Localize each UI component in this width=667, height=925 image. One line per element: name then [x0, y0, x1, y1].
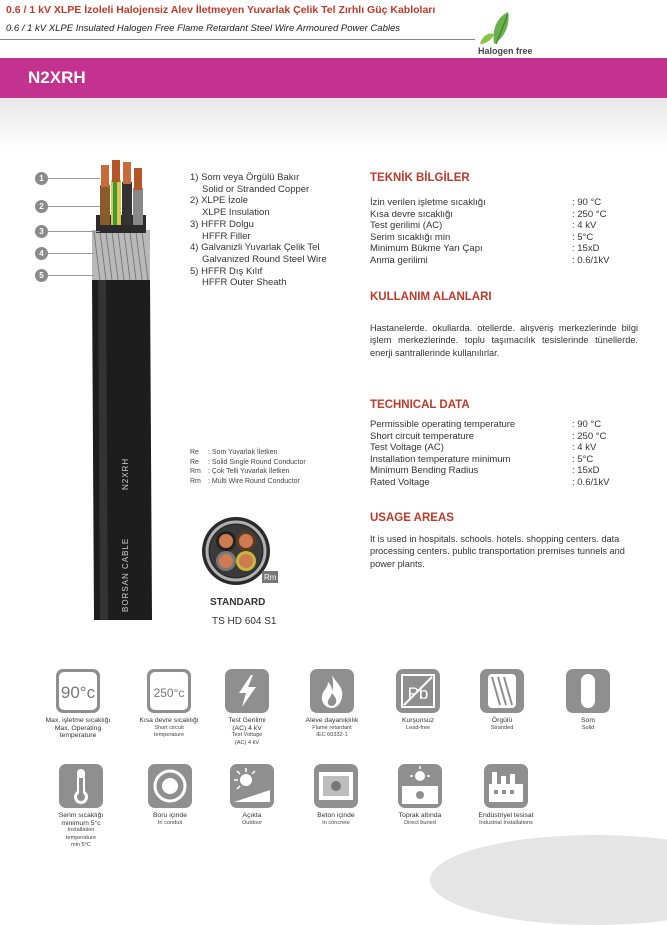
caption-line: min 5°C	[71, 842, 91, 849]
caption-line: Lead-free	[406, 724, 430, 731]
cable-print-code: N2XRH	[121, 457, 130, 490]
teknik-label: Minimum Bükme Yarı Çapı	[370, 243, 483, 254]
marker-1-line	[48, 178, 100, 179]
technical-row	[370, 442, 610, 454]
teknik-row	[370, 243, 610, 255]
part-2-tr: 2) XLPE İzole	[190, 195, 249, 207]
technical-heading: TECHNICAL DATA	[370, 399, 470, 411]
part-4-en: Galvanized Round Steel Wire	[202, 253, 327, 265]
marker-3: 3	[35, 225, 48, 238]
parts-list	[190, 172, 327, 289]
teknik-value: : 5°C	[572, 231, 594, 243]
caption-line: Beton içinde	[317, 812, 355, 819]
teknik-row	[370, 232, 610, 244]
caption-line: Kurşunsuz	[401, 717, 435, 724]
caption-outdoor	[211, 812, 293, 827]
caption-line: Toprak altında	[398, 812, 442, 819]
teknik-label: Serim sıcaklığı min	[370, 231, 451, 243]
technical-label: Permissible operating temperature	[370, 419, 516, 430]
technical-label: Rated Voltage	[370, 476, 430, 488]
technical-value: : 250 °C	[572, 430, 607, 442]
product-code: N2XRH	[28, 68, 86, 87]
banner-shadow	[0, 98, 667, 148]
standard-value: TS HD 604 S1	[212, 616, 277, 627]
temperature-90-icon	[56, 669, 100, 713]
technical-value: : 15xD	[572, 465, 600, 476]
lead-free-icon	[396, 669, 440, 713]
caption-line: Industrial Installations	[479, 819, 533, 826]
icon-glyph: 90°c	[60, 683, 96, 702]
icon-glyph: 250°c	[153, 686, 185, 700]
teknik-label: Test gerilimi (AC)	[370, 220, 443, 231]
caption-line: Serim sıcaklığı	[58, 812, 104, 819]
caption-lead-free	[377, 717, 459, 732]
caption-concrete	[295, 812, 377, 827]
caption-line: temperature	[153, 732, 185, 739]
caption-line: IEC 60332-1	[316, 732, 348, 739]
part-4-tr: 4) Galvanizli Yuvarlak Çelik Tel	[190, 242, 320, 254]
part-2-en: XLPE Insulation	[202, 207, 270, 219]
technical-value: : 0.6/1kV	[572, 476, 610, 488]
marker-4: 4	[35, 247, 48, 260]
technical-label: Test Voltage (AC)	[370, 442, 444, 453]
legend-code: Rm	[190, 468, 201, 476]
part-5-tr: 5) HFFR Dış Kılıf	[190, 265, 263, 277]
decorative-swoosh	[430, 835, 667, 925]
teknik-row	[370, 209, 610, 221]
caption-line: minimum 5°c	[61, 819, 101, 827]
logo-text: Halogen free	[478, 46, 533, 56]
caption-line: Installation	[67, 827, 95, 834]
caption-line: Solid	[581, 724, 595, 731]
technical-row	[370, 477, 610, 489]
header-title-en: 0.6 / 1 kV XLPE Insulated Halogen Free Flame Retardant Steel Wire Armoured Power Cables	[6, 23, 401, 34]
halogen-free-logo	[472, 8, 558, 64]
buried-icon	[398, 764, 442, 808]
caption-line: Max. işletme sıcaklığı	[45, 717, 111, 724]
part-1-en: Solid or Stranded Copper	[202, 183, 310, 195]
caption-line: Kısa devre sıcaklığı	[139, 717, 199, 724]
kullanim-text: Hastanelerde. okullarda. otellerde. alışveriş merkezlerinde bilgi işlem merkezlerinde. toplu taşımacılık tesislerinde tünellerde. enerji santrallerinde kullanılırlar.	[370, 323, 638, 358]
caption-250	[128, 717, 210, 740]
teknik-value: : 0.6/1kV	[572, 254, 610, 266]
caption-conduit	[129, 812, 211, 827]
technical-label: Minimum Bending Radius	[370, 465, 479, 476]
marker-5: 5	[35, 269, 48, 282]
technical-row	[370, 419, 610, 431]
caption-line: In concrete	[322, 819, 350, 826]
cross-section-label: Rm	[264, 573, 277, 582]
technical-label: Installation temperature minimum	[370, 453, 511, 465]
industrial-icon	[484, 764, 528, 808]
usage-text: It is used in hospitals. schools. hotels. shopping centers. data processing centers. public transportation premises tunnels and power plants.	[370, 534, 625, 569]
technical-row	[370, 431, 610, 443]
marker-2-line	[48, 206, 100, 207]
standard-label: STANDARD	[210, 597, 266, 608]
teknik-label: Kısa devre sıcaklığı	[370, 208, 453, 220]
caption-line: Short circuit	[154, 724, 184, 731]
legend-text: : Multi Wire Round Conductor	[208, 477, 300, 485]
marker-2: 2	[35, 200, 48, 213]
legend-code: Re	[190, 449, 199, 456]
part-1-tr: 1) Som veya Örgülü Bakır	[190, 172, 300, 183]
marker-5-line	[48, 275, 94, 276]
marker-1: 1	[35, 172, 48, 185]
caption-line: temperature	[65, 834, 97, 841]
caption-line: Endüstriyel tesisat	[478, 812, 534, 819]
conduit-icon	[148, 764, 192, 808]
concrete-icon	[314, 764, 358, 808]
teknik-heading: TEKNİK BİLGİLER	[370, 172, 470, 184]
short-circuit-250-icon	[147, 669, 191, 713]
caption-line: (AC) 4 kV	[234, 739, 260, 746]
caption-line: Test Voltage	[231, 732, 263, 739]
stranded-icon	[480, 669, 524, 713]
teknik-value: : 15xD	[572, 243, 600, 254]
caption-stranded	[461, 717, 543, 732]
cable-print-brand: BORSAN CABLE	[121, 537, 130, 612]
cross-section-diagram	[198, 515, 280, 587]
teknik-label: Anma gerilimi	[370, 254, 428, 266]
caption-line: Örgülü	[491, 717, 513, 724]
technical-row	[370, 454, 610, 466]
caption-line: Boru içinde	[152, 812, 187, 819]
technical-value: : 5°C	[572, 453, 594, 465]
legend-text: : Som Yuvarlak İletken	[208, 449, 278, 456]
header-title-tr: 0.6 / 1 kV XLPE İzoleli Halojensiz Alev İletmeyen Yuvarlak Çelik Tel Zırhlı Güç Kabloları	[6, 4, 436, 16]
caption-installation-temp	[40, 812, 122, 850]
technical-value: : 90 °C	[572, 419, 602, 430]
solid-icon	[566, 669, 610, 713]
part-3-en: HFFR Filler	[202, 230, 251, 242]
caption-line: In conduit	[157, 819, 183, 826]
caption-line: (AC) 4 kV	[232, 724, 262, 732]
flame-icon	[310, 669, 354, 713]
technical-value: : 4 kV	[572, 442, 597, 453]
caption-industrial	[465, 812, 547, 827]
part-3-tr: 3) HFFR Dolgu	[190, 218, 254, 230]
caption-line: Flame retardant	[312, 724, 352, 731]
teknik-value: : 90 °C	[572, 197, 602, 208]
outdoor-sun-icon	[230, 764, 274, 808]
teknik-label: İzin verilen işletme sıcaklığı	[370, 197, 486, 208]
product-banner	[0, 58, 667, 98]
technical-row	[370, 465, 610, 477]
part-5-en: HFFR Outer Sheath	[202, 277, 287, 289]
teknik-value: : 4 kV	[572, 220, 597, 231]
icon-glyph: Pb	[407, 684, 429, 703]
technical-label: Short circuit temperature	[370, 430, 475, 442]
caption-line: Stranded	[490, 724, 514, 731]
thermometer-icon	[59, 764, 103, 808]
caption-flame	[291, 717, 373, 740]
caption-90	[37, 717, 119, 740]
caption-line: temperature	[59, 732, 97, 740]
caption-solid	[547, 717, 629, 732]
usage-heading: USAGE AREAS	[370, 512, 454, 524]
legend-text: : Solid Single Round Conductor	[208, 458, 306, 466]
conductor-legend	[190, 448, 306, 486]
caption-line: Direct buried	[404, 819, 436, 826]
marker-4-line	[48, 253, 94, 254]
kullanim-heading: KULLANIM ALANLARI	[370, 291, 492, 303]
marker-3-line	[48, 231, 100, 232]
caption-line: Test Gerilimi	[228, 717, 266, 724]
caption-line: Aleve dayanıklılık	[305, 717, 359, 724]
caption-test-voltage	[206, 717, 288, 747]
caption-line: Som	[581, 717, 595, 724]
caption-line: Outdoor	[241, 819, 263, 826]
header-divider	[0, 39, 475, 40]
teknik-row	[370, 197, 610, 209]
caption-line: Açıkta	[242, 812, 262, 819]
lightning-icon	[225, 669, 269, 713]
teknik-value: : 250 °C	[572, 208, 607, 220]
teknik-row	[370, 255, 610, 267]
legend-text: : Çok Telli Yuvarlak İletken	[208, 468, 290, 476]
caption-line: Max. Operating	[54, 724, 102, 732]
legend-code: Re	[190, 458, 199, 466]
legend-code: Rm	[190, 477, 201, 485]
teknik-table	[370, 197, 610, 266]
leaf-icon	[472, 8, 558, 48]
caption-buried	[379, 812, 461, 827]
teknik-row	[370, 220, 610, 232]
technical-table	[370, 419, 610, 488]
